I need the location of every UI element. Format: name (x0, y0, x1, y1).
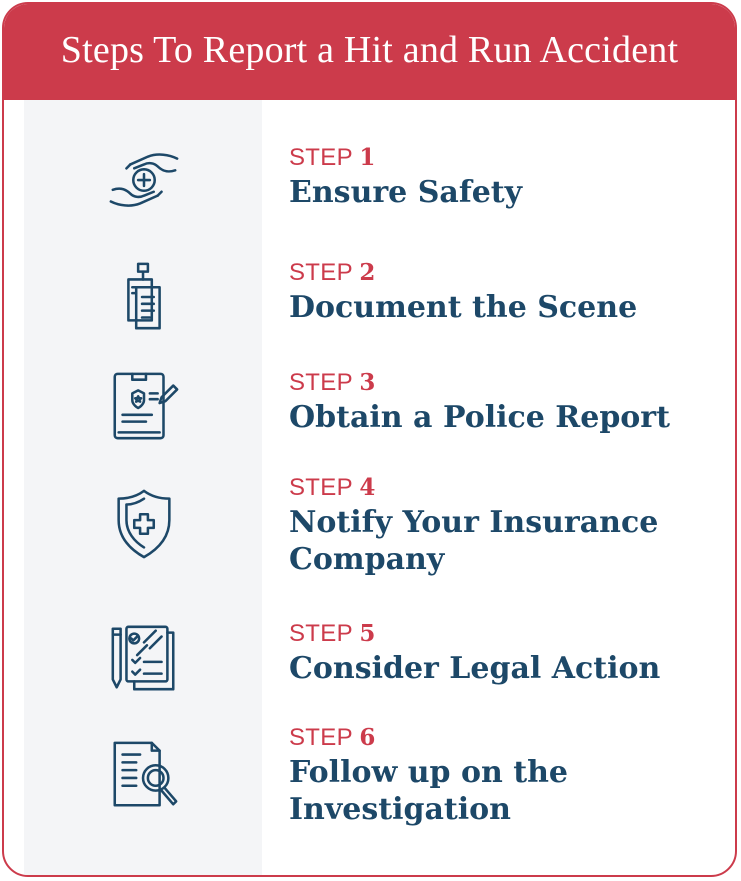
step-5-kicker: STEP 5 (289, 620, 376, 647)
step-2-title: Document the Scene (289, 290, 638, 325)
page-title: Steps To Report a Hit and Run Accident (60, 29, 679, 71)
step-2-kicker: STEP 2 (289, 259, 376, 286)
steps-list (4, 4, 735, 875)
clipboard-document-icon (104, 257, 184, 337)
step-4-title: Notify Your Insurance Company (289, 505, 659, 577)
legal-gavel-checklist-icon (104, 618, 184, 698)
hands-medical-cross-icon (104, 142, 184, 222)
police-report-tablet-icon (104, 367, 184, 447)
document-magnifier-icon (104, 736, 184, 816)
step-6-kicker: STEP 6 (289, 724, 376, 751)
step-3-title: Obtain a Police Report (289, 400, 670, 435)
insurance-shield-icon (104, 484, 184, 564)
step-1-title: Ensure Safety (289, 175, 523, 210)
step-1-kicker: STEP 1 (289, 144, 376, 171)
step-3-kicker: STEP 3 (289, 369, 376, 396)
step-5-title: Consider Legal Action (289, 651, 661, 686)
infographic-card (2, 2, 737, 877)
step-6-title: Follow up on the Investigation (289, 755, 568, 827)
step-4-kicker: STEP 4 (289, 474, 376, 501)
